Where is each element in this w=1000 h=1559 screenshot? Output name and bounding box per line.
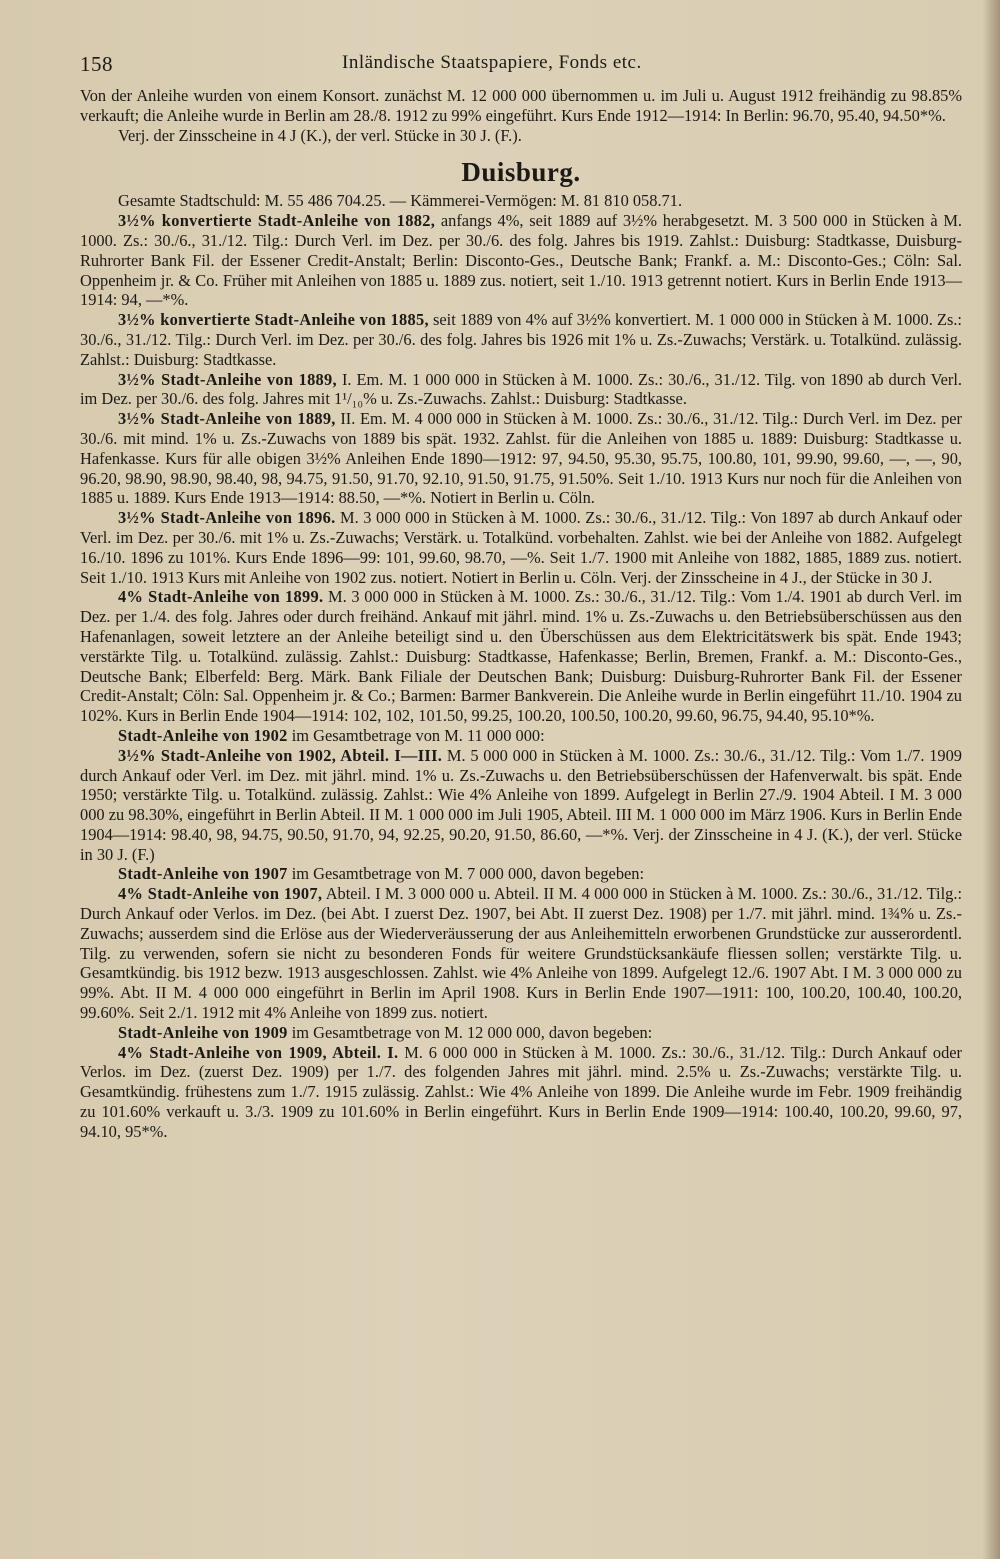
intro-paragraph: Von der Anleihe wurden von einem Konsort. zunächst M. 12 000 000 übernommen u. im Juli u. August 1912 freihändig zu 98.85% verkauft; die Anleihe wurde in Berlin am 28./8. 1912 zu 99% eingeführt. Kurs Ende 1912—1914: In Berlin: 96.70, 95.40, 94.50*%. — [80, 86, 962, 125]
loan-entry-body: M. 3 000 000 in Stücken à M. 1000. Zs.: 30./6., 31./12. Tilg.: Vom 1./4. 1901 ab durch Verl. im Dez. per 1./4. des folg. Jahres oder durch freihänd. Ankauf mit jährl. mind. 1% u. Zs.-Zuwachs u. den Betriebsüberschüssen aus den Hafenanlagen, soweit letztere an der Anleihe beteiligt sind u. den Überschüssen aus dem Elektricitätswerk bis spät. Ende 1943; verstärkte Tilg. u. Totalkünd. zulässig. Zahlst.: Duisburg: Stadtkasse, Hafenkasse; Berlin, Bremen, Frankf. a. M.: Disconto-Ges., Deutsche Bank; Elberfeld: Berg. Märk. Bank Filiale der Deutschen Bank; Duisburg: Duisburg-Ruhrorter Bank Fil. der Essener Credit-Anstalt; Cöln: Sal. Oppenheim jr. & Co.; Barmen: Barmer Bankverein. Die Anleihe wurde in Berlin eingeführt 11./10. 1904 zu 102%. Kurs in Berlin Ende 1904—1914: 102, 102, 101.50, 99.25, 100.20, 100.50, 100.20, 99.60, 96.75, 94.40, 95.10*%. — [80, 587, 962, 726]
loan-entry-heading: Stadt-Anleihe von 1907 — [118, 864, 288, 884]
loan-entry-body: I. Em. M. 1 000 000 in Stücken à M. 1000. Zs.: 30./6., 31./12. Tilg. von 1890 ab durch Verl. im Dez. per 30./6. des folg. Jahres mit 1¹/₁₀% u. Zs.-Zuwachs. Zahlst.: Duisburg: Stadtkasse. — [80, 369, 962, 409]
page-gutter-shadow — [982, 0, 1000, 1559]
loan-entries — [80, 211, 962, 1141]
loan-entry-body: anfangs 4%, seit 1889 auf 3½% herabgesetzt. M. 3 500 000 in Stücken à M. 1000. Zs.: 30./6., 31./12. Tilg.: Durch Verl. im Dez. per 30./6. des folg. Jahres bis 1919. Zahlst.: Duisburg: Stadtkasse, Duisburg-Ruhrorter Bank Fil. der Essener Credit-Anstalt; Berlin: Disconto-Ges., Deutsche Bank; Frankf. a. M.: Disconto-Ges.; Cöln: Sal. Oppenheim jr. & Co. Früher mit Anleihen von 1885 u. 1889 zus. notiert, seit 1./10. 1913 getrennt notiert. Kurs in Berlin Ende 1913—1914: 94, —*%. — [80, 211, 962, 310]
loan-entry-heading: 3½% Stadt-Anleihe von 1889, — [118, 369, 337, 389]
loan-entry — [80, 370, 962, 410]
loan-entry — [80, 884, 962, 1023]
loan-entry — [80, 587, 962, 726]
loan-entry — [80, 864, 962, 884]
body-text — [80, 86, 962, 1142]
loan-entry — [80, 1023, 962, 1043]
loan-entry-heading: 4% Stadt-Anleihe von 1899. — [118, 587, 324, 607]
loan-entry-heading: Stadt-Anleihe von 1902 — [118, 725, 288, 745]
loan-entry-body: im Gesamtbetrage von M. 7 000 000, davon begeben: — [287, 864, 645, 884]
page-header — [80, 46, 962, 86]
loan-entry-body: Abteil. I M. 3 000 000 u. Abteil. II M. 4 000 000 in Stücken à M. 1000. Zs.: 30./6., 31./12. Tilg.: Durch Ankauf oder Verlos. im Dez. (bei Abt. I zuerst Dez. 1907, bei Abt. II zuerst Dez. 1908) per 1./7. mit jährl. mind. 1¾% u. Zs.-Zuwachs; ausserdem sind die Erlöse aus der Wiederveräusserung der aus Anleihemitteln erworbenen Grundstücke zur ausserordentl. Tilg. zu verwenden, sofern sie nicht zu besonderen Fonds für weitere Grundstücksankäufe fliessen sollen; verstärkte Tilg. u. Gesamtkündig. bis 1912 bezw. 1913 ausgeschlossen. Zahlst. wie 4% Anleihe von 1899. Aufgelegt 12./6. 1907 Abt. I M. 3 000 000 zu 99%. Abt. II M. 4 000 000 eingeführt in Berlin im April 1908. Kurs in Berlin Ende 1907—1911: 100, 100.20, 100.40, 100.20, 99.60%. Seit 2./1. 1912 mit 4% Anleihe von 1899 zus. notiert. — [80, 884, 962, 1023]
loan-entry — [80, 409, 962, 508]
loan-entry-body: M. 6 000 000 in Stücken à M. 1000. Zs.: 30./6., 31./12. Tilg.: Durch Ankauf oder Verlos. im Dez. (zuerst Dez. 1909) per 1./7. des folgenden Jahres mit jährl. mind. 2.5% u. Zs.-Zuwachs; verstärkte Tilg. u. Gesamtkündig. frühestens zum 1./7. 1915 zulässig. Zahlst.: Wie 4% Anleihe von 1899. Die Anleihe wurde im Febr. 1909 freihändig zu 101.60% verkauft u. 3./3. 1909 zu 101.60% in Berlin eingeführt. Kurs in Berlin Ende 1909—1914: 100.40, 100.20, 99.60, 97, 94.10, 95*%. — [80, 1042, 962, 1141]
intro-paragraph: Verj. der Zinsscheine in 4 J (K.), der verl. Stücke in 30 J. (F.). — [118, 125, 522, 145]
loan-entry-heading: 3½% konvertierte Stadt-Anleihe von 1885, — [118, 310, 429, 330]
loan-entry-body: im Gesamtbetrage von M. 12 000 000, davon begeben: — [287, 1022, 653, 1042]
debt-summary: Gesamte Stadtschuld: M. 55 486 704.25. — Kämmerei-Vermögen: M. 81 810 058.71. — [118, 191, 683, 211]
loan-entry — [80, 746, 962, 865]
loan-entry-heading: 4% Stadt-Anleihe von 1907, — [118, 884, 323, 904]
loan-entry-body: seit 1889 von 4% auf 3½% konvertiert. M. 1 000 000 in Stücken à M. 1000. Zs.: 30./6., 31./12. Tilg.: Durch Verl. im Dez. per 30./6. des folg. Jahres bis 1926 mit 1% u. Zs.-Zuwachs; Verstärk. u. Totalkünd. zulässig. Zahlst.: Duisburg: Stadtkasse. — [80, 310, 962, 369]
section-heading-city: Duisburg. — [461, 157, 581, 188]
loan-entry — [80, 310, 962, 369]
loan-entry — [80, 726, 962, 746]
loan-entry-heading: 3½% Stadt-Anleihe von 1896. — [118, 508, 336, 528]
loan-entry — [80, 211, 962, 310]
page-number: 158 — [80, 52, 113, 76]
loan-entry-heading: Stadt-Anleihe von 1909 — [118, 1022, 288, 1042]
loan-entry-heading: 4% Stadt-Anleihe von 1909, Abteil. I. — [118, 1042, 399, 1062]
loan-entry-body: II. Em. M. 4 000 000 in Stücken à M. 1000. Zs.: 30./6., 31./12. Tilg.: Durch Verl. im Dez. per 30./6. mit mind. 1% u. Zs.-Zuwachs von 1889 bis spät. 1932. Zahlst. für die Anleihen von 1885 u. 1889: Duisburg: Stadtkasse u. Hafenkasse. Kurs für alle obigen 3½% Anleihen Ende 1890—1912: 97, 94.50, 95.30, 95.75, 100.80, 101, 99.90, 99.60, —, —, 90, 96.20, 98.90, 98.90, 98.40, 98, 94.75, 91.50, 91.70, 92.10, 91.50, 91.75, 91.50%. Seit 1./10. 1913 Kurs nur noch für die Anleihen von 1885 u. 1889. Kurs Ende 1913—1914: 88.50, —*%. Notiert in Berlin u. Cöln. — [80, 409, 962, 508]
loan-entry-heading: 3½% konvertierte Stadt-Anleihe von 1882, — [118, 211, 436, 231]
loan-entry-heading: 3½% Stadt-Anleihe von 1902, Abteil. I—III. — [118, 745, 443, 765]
loan-entry-body: im Gesamtbetrage von M. 11 000 000: — [287, 725, 545, 745]
running-title: Inländische Staatspapiere, Fonds etc. — [342, 52, 642, 73]
loan-entry-heading: 3½% Stadt-Anleihe von 1889, — [118, 409, 336, 429]
loan-entry-body: M. 5 000 000 in Stücken à M. 1000. Zs.: 30./6., 31./12. Tilg.: Vom 1./7. 1909 durch Ankauf oder Verl. im Dez. mit jährl. mind. 1% u. Zs.-Zuwachs u. den Betriebsüberschüssen der Hafenverwalt. bis spät. Ende 1950; verstärkte Tilg. u. Totalkünd. zulässig. Zahlst.: Wie 4% Anleihe von 1899. Aufgelegt in Berlin 27./9. 1904 Abteil. I M. 3 000 000 zu 98.30%, eingeführt in Berlin Abteil. II M. 1 000 000 im Juli 1905, Abteil. III M. 1 000 000 im März 1906. Kurs in Berlin Ende 1904—1914: 98.40, 98, 94.75, 90.50, 91.70, 94, 92.25, 90.20, 91.50, 86.60, —*%. Verj. der Zinsscheine in 4 J. (K.), der verl. Stücke in 30 J. (F.) — [80, 745, 963, 864]
loan-entry — [80, 508, 962, 587]
loan-entry-body: M. 3 000 000 in Stücken à M. 1000. Zs.: 30./6., 31./12. Tilg.: Von 1897 ab durch Ankauf oder Verl. im Dez. per 30./6. mit 1% u. Zs.-Zuwachs; Verstärk. u. Totalkünd. vorbehalten. Zahlst. wie bei der Anleihe von 1882. Aufgelegt 16./10. 1896 zu 101%. Kurs Ende 1896—99: 101, 99.60, 98.70, —%. Seit 1./7. 1900 mit Anleihe von 1882, 1885, 1889 zus. notiert. Seit 1./10. 1913 Kurs mit Anleihe von 1902 zus. notiert. Notiert in Berlin u. Cöln. Verj. der Zinsscheine in 4 J., der Stücke in 30 J. — [80, 508, 963, 587]
loan-entry — [80, 1043, 962, 1142]
